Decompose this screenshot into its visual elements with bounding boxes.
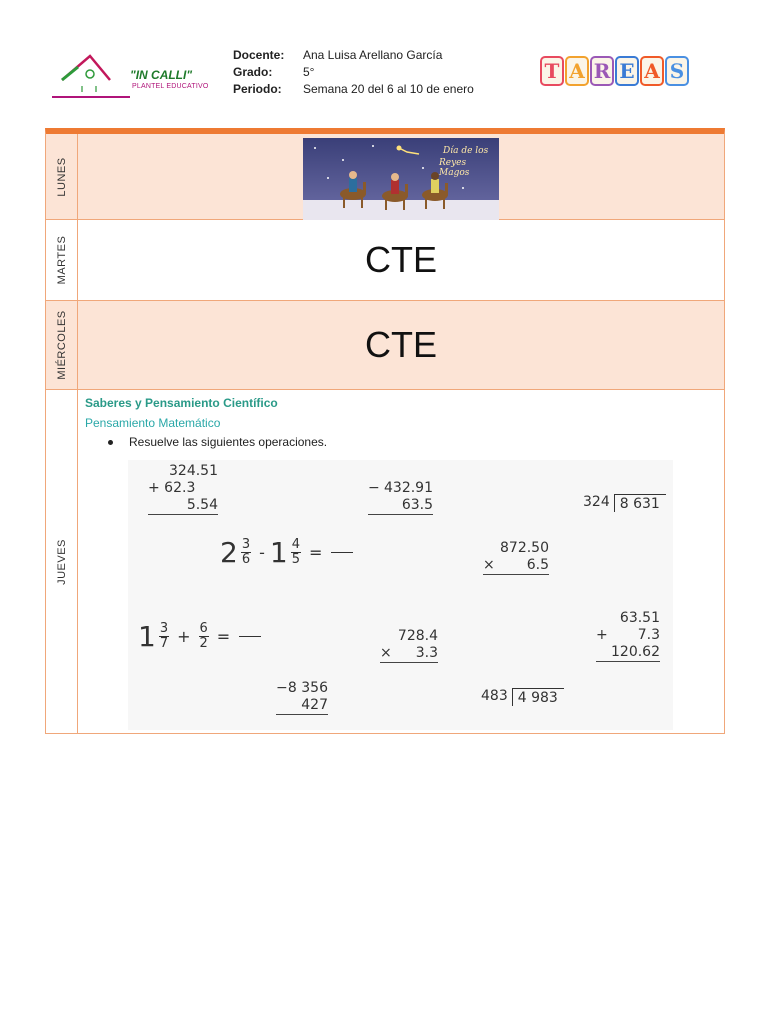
row-lunes — [46, 134, 724, 220]
operation-mul-1 — [483, 540, 549, 575]
frac2-answer-blank — [239, 636, 261, 637]
day-label-jueves — [46, 390, 78, 733]
day-text-martes: MARTES — [55, 235, 68, 285]
sub1-line-2: 63.5 — [368, 497, 433, 515]
reyes-magos-image — [303, 138, 499, 220]
sum2-line-3: 120.62 — [596, 644, 660, 662]
frac2-fraction-2: $\frac{6}{2}$ — [199, 621, 208, 651]
logo-subtitle: PLANTEL EDUCATIVO — [132, 83, 209, 90]
frac1-answer-blank — [331, 552, 353, 553]
period-row — [233, 81, 474, 98]
frac1-whole-1: 2 — [220, 536, 238, 569]
tareas-letter-tile: A — [640, 56, 664, 86]
subject-title: Saberes y Pensamiento Científico — [85, 396, 278, 410]
div1-dividend: 8 631 — [614, 494, 666, 512]
operation-mul-2 — [380, 628, 438, 663]
minus-sign: − — [368, 480, 380, 496]
div1-divisor: 324 — [583, 494, 610, 510]
page-header — [0, 0, 768, 120]
row-martes — [46, 220, 724, 301]
operation-fraction-1 — [220, 536, 353, 569]
period-label: Periodo: — [233, 82, 282, 96]
sub2-line-1: − 8 356 — [276, 680, 328, 696]
frac1-fraction-2: $\frac{4}{5}$ — [291, 537, 300, 567]
frac2-operator: + — [177, 627, 191, 646]
operation-sum-1 — [148, 463, 218, 515]
banner-text-2: Reyes Magos — [439, 158, 470, 178]
frac1-equals: = — [309, 543, 323, 562]
day-text-miercoles: MIÉRCOLES — [55, 310, 68, 380]
mul2-line-1: 728.4 — [397, 628, 438, 644]
bullet-dot — [108, 440, 113, 445]
operation-sub-1 — [368, 480, 433, 515]
row-miercoles — [46, 301, 724, 390]
tareas-letter-tile: E — [615, 56, 639, 86]
martes-cte: CTE — [365, 239, 437, 280]
day-label-martes — [46, 220, 78, 300]
miercoles-content — [78, 301, 724, 389]
weekly-schedule-table — [45, 128, 725, 734]
instruction-text: Resuelve las siguientes operaciones. — [129, 435, 328, 449]
sum2-line-1: 63.51 — [619, 610, 660, 626]
operation-div-1 — [583, 494, 666, 512]
grade-value: 5° — [303, 65, 315, 79]
logo-house-icon — [52, 50, 132, 102]
tareas-letter-tile: T — [540, 56, 564, 86]
sum1-line-3: 5.54 — [148, 497, 218, 515]
school-logo — [52, 50, 212, 102]
tareas-letter-tile: S — [665, 56, 689, 86]
operation-fraction-2 — [138, 620, 261, 653]
lunes-content — [78, 134, 724, 219]
frac2-whole-1: 1 — [138, 620, 156, 653]
logo-name: "IN CALLI" — [130, 68, 193, 82]
teacher-value: Ana Luisa Arellano García — [303, 48, 443, 62]
day-label-miercoles — [46, 301, 78, 389]
banner-text-1: Día de los — [443, 146, 489, 156]
grade-row — [233, 64, 474, 81]
mul1-line-1: 872.50 — [500, 540, 549, 556]
frac2-equals: = — [216, 627, 231, 646]
operations-worksheet — [128, 460, 673, 730]
subject-area: Pensamiento Matemático — [85, 416, 221, 430]
sub1-line-1: − 432.91 — [368, 480, 433, 496]
instruction-bullet — [108, 435, 327, 449]
frac1-whole-2: 1 — [269, 536, 288, 569]
frac1-operator: - — [259, 543, 265, 562]
grade-label: Grado: — [233, 65, 273, 79]
mul2-line-2: × 3.3 — [380, 645, 438, 661]
teacher-label: Docente: — [233, 48, 285, 62]
period-value: Semana 20 del 6 al 10 de enero — [303, 82, 474, 96]
operation-sub-2 — [276, 680, 328, 715]
mul1-line-2: × 6.5 — [483, 557, 549, 573]
tareas-letter-tile: A — [565, 56, 589, 86]
sum1-line-2: + 62.3 — [148, 480, 196, 496]
row-jueves — [46, 390, 724, 733]
day-label-lunes — [46, 134, 78, 219]
frac1-fraction-1: 3 6 — [241, 537, 251, 567]
header-info — [233, 47, 474, 98]
miercoles-cte: CTE — [365, 324, 437, 365]
martes-content — [78, 220, 724, 300]
tareas-letter-tile: R — [590, 56, 614, 86]
operation-sum-2 — [596, 610, 660, 662]
div2-dividend: 4 983 — [512, 688, 564, 706]
sub2-line-2: 427 — [276, 697, 328, 715]
div2-divisor: 483 — [481, 688, 508, 704]
teacher-row — [233, 47, 474, 64]
jueves-content — [78, 390, 724, 733]
tareas-logo — [540, 56, 689, 86]
sum1-line-1: 324.51 — [169, 463, 218, 479]
day-text-lunes: LUNES — [55, 156, 68, 197]
day-text-jueves: JUEVES — [55, 538, 68, 585]
operation-div-2 — [481, 688, 564, 706]
frac2-fraction-1: 3 7 — [159, 621, 169, 651]
sum2-line-2: + 7.3 — [596, 627, 660, 643]
